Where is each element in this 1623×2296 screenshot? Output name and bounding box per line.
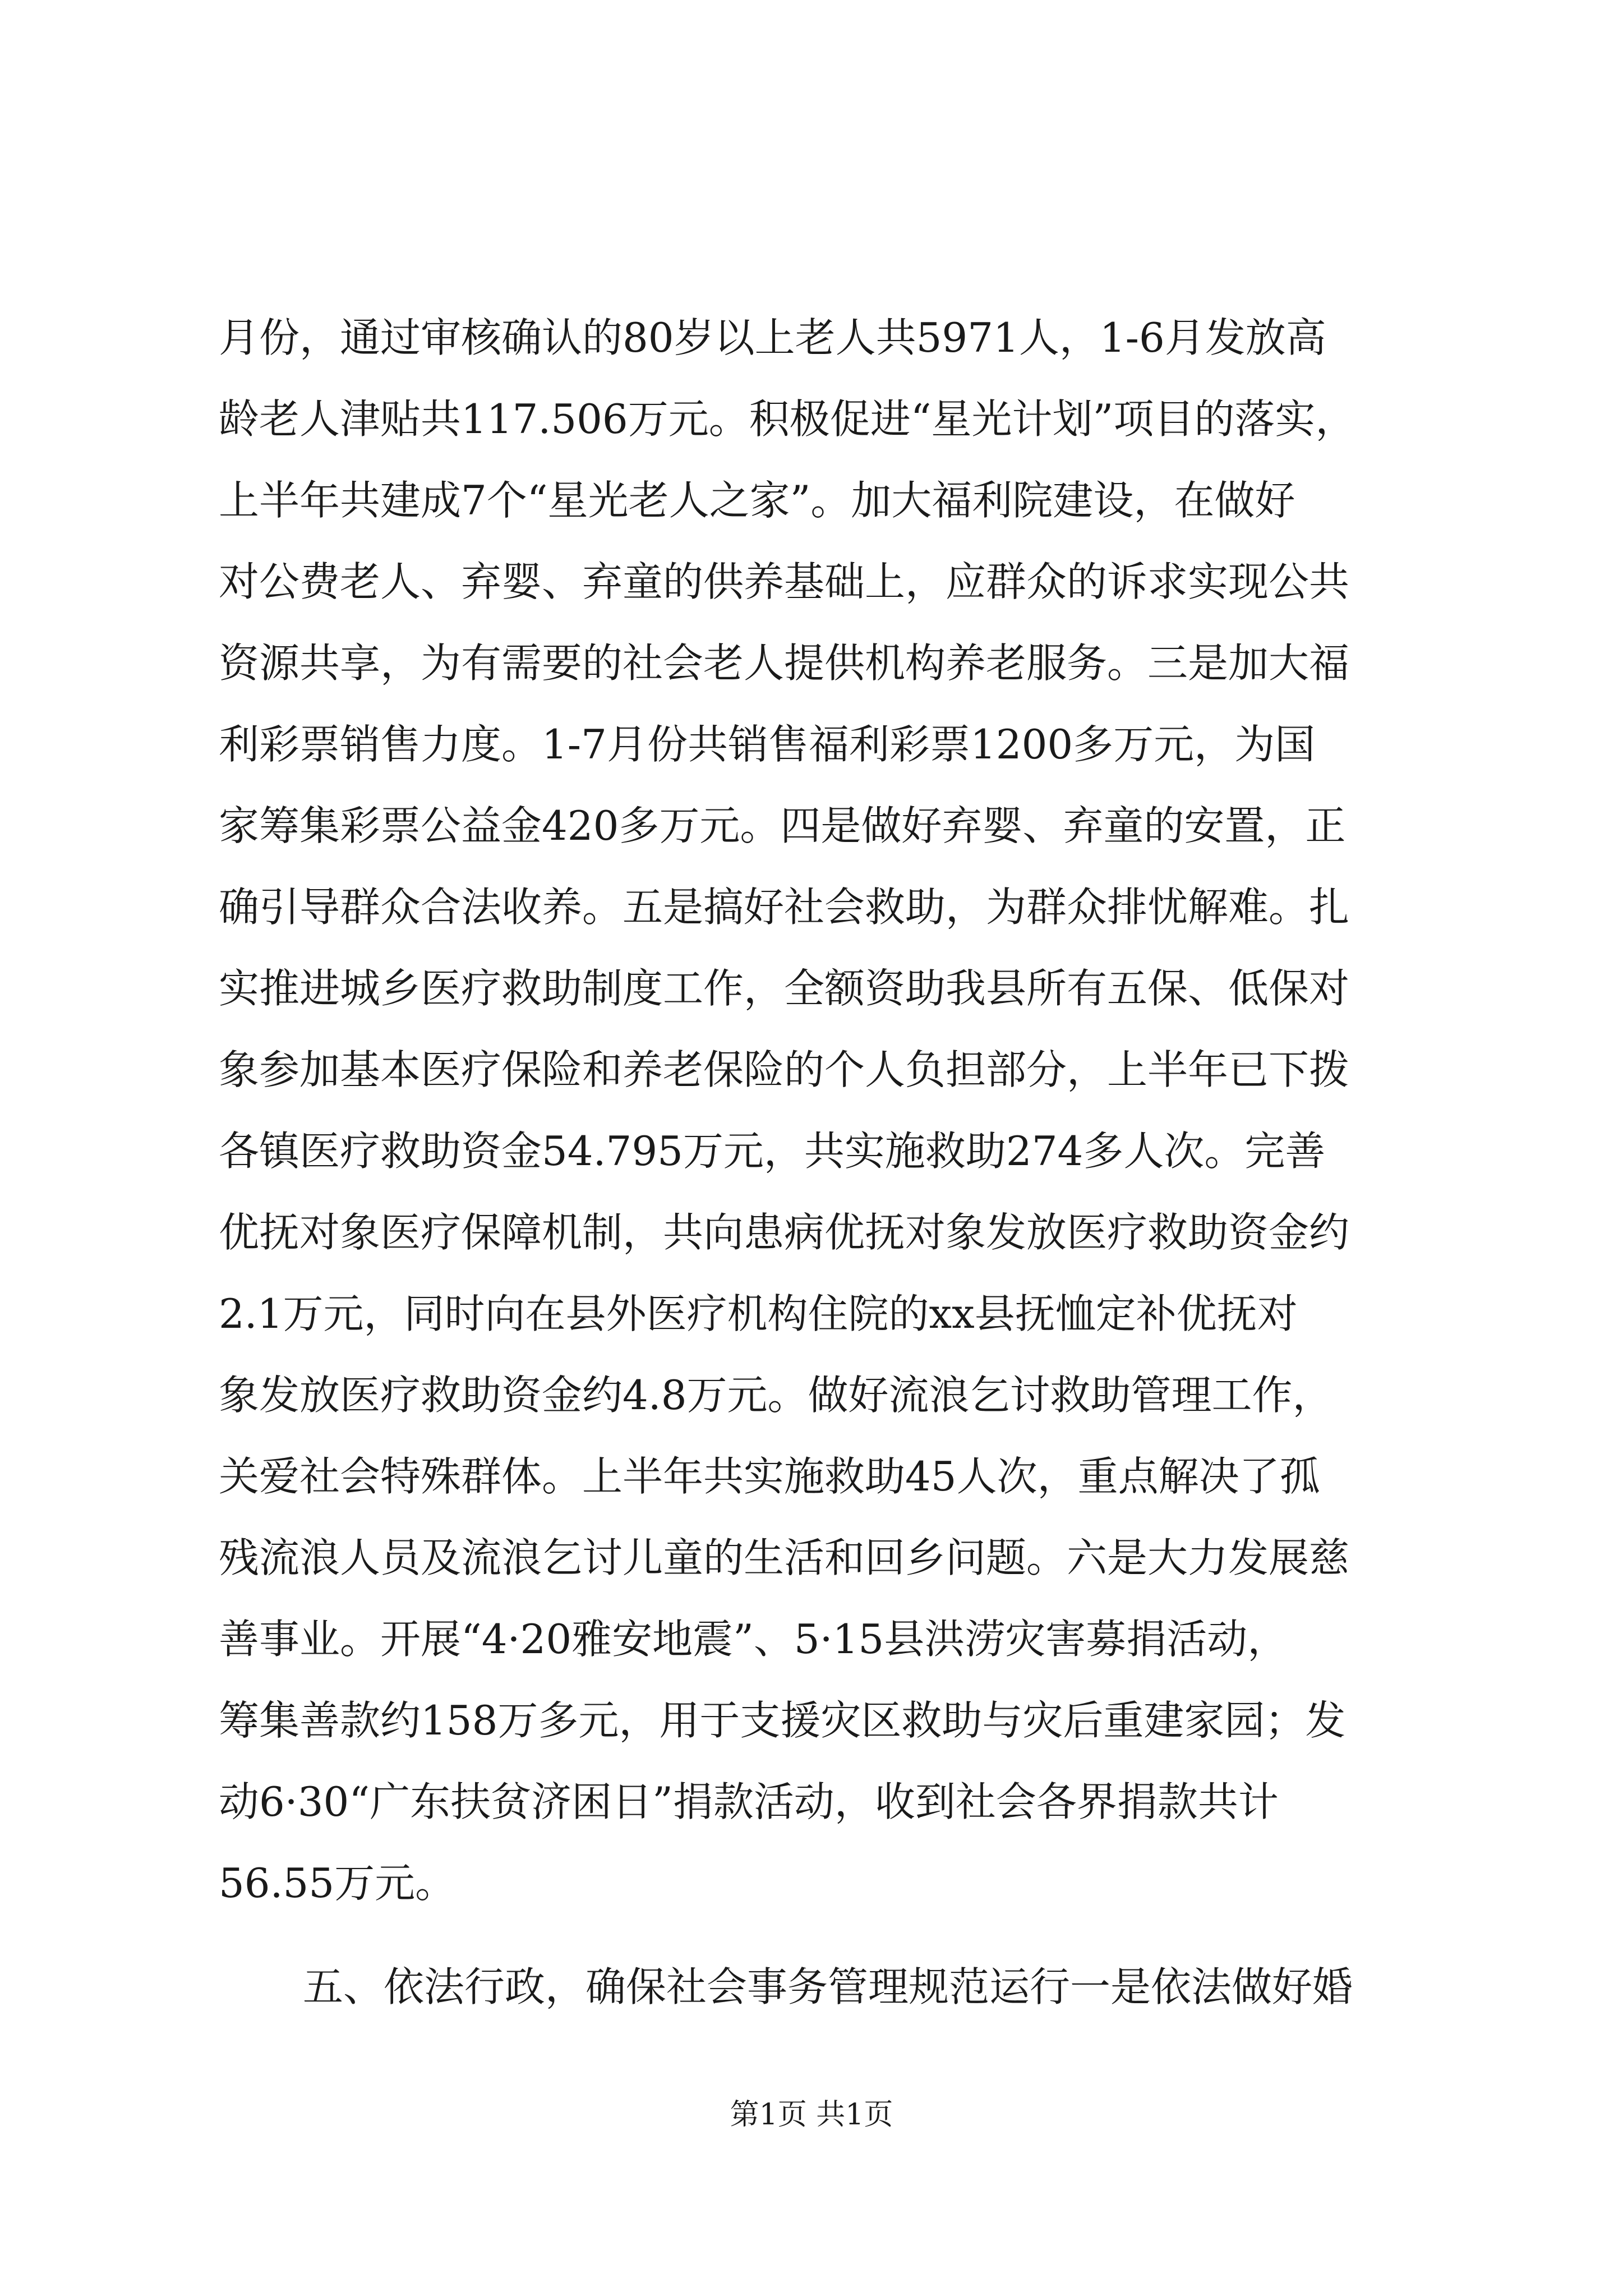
body-line-8: 确引导群众合法收养。五是搞好社会救助，为群众排忧解难。扎 bbox=[219, 884, 1350, 931]
body-line-13: 2.1万元，同时向在县外医疗机构住院的xx县抚恤定补优抚对 bbox=[219, 1290, 1298, 1337]
body-line-4: 对公费老人、弃婴、弃童的供养基础上，应群众的诉求实现公共 bbox=[219, 558, 1350, 605]
body-line-10: 象参加基本医疗保险和养老保险的个人负担部分，上半年已下拨 bbox=[219, 1046, 1350, 1093]
body-line-12: 优抚对象医疗保障机制，共向患病优抚对象发放医疗救助资金约 bbox=[219, 1209, 1350, 1256]
body-line-6: 利彩票销售力度。1-7月份共销售福利彩票1200多万元，为国 bbox=[219, 721, 1316, 768]
body-line-19: 动6·30“广东扶贫济困日”捐款活动，收到社会各界捐款共计 bbox=[219, 1778, 1279, 1825]
document-body bbox=[219, 297, 1430, 2028]
body-line-18: 筹集善款约158万多元，用于支援灾区救助与灾后重建家园；发 bbox=[219, 1697, 1346, 1744]
body-line-5: 资源共享，为有需要的社会老人提供机构养老服务。三是加大福 bbox=[219, 639, 1350, 687]
section-heading-line: 五、依法行政，确保社会事务管理规范运行一是依法做好婚 bbox=[303, 1963, 1353, 2010]
body-line-14: 象发放医疗救助资金约4.8万元。做好流浪乞讨救助管理工作， bbox=[219, 1372, 1333, 1419]
body-line-7: 家筹集彩票公益金420多万元。四是做好弃婴、弃童的安置，正 bbox=[219, 802, 1346, 849]
body-line-1: 月份，通过审核确认的80岁以上老人共5971人，1-6月发放高 bbox=[219, 314, 1326, 361]
body-line-2: 龄老人津贴共117.506万元。积极促进“星光计划”项目的落实， bbox=[219, 395, 1356, 443]
page-footer: 第1页 共1页 bbox=[730, 2098, 893, 2132]
body-line-11: 各镇医疗救助资金54.795万元，共实施救助274多人次。完善 bbox=[219, 1128, 1326, 1175]
body-line-3: 上半年共建成7个“星光老人之家”。加大福利院建设，在做好 bbox=[219, 477, 1295, 524]
body-line-9: 实推进城乡医疗救助制度工作，全额资助我县所有五保、低保对 bbox=[219, 965, 1350, 1012]
body-line-15: 关爱社会特殊群体。上半年共实施救助45人次，重点解决了孤 bbox=[219, 1453, 1320, 1500]
body-line-20: 56.55万元。 bbox=[219, 1860, 456, 1907]
body-line-16: 残流浪人员及流浪乞讨儿童的生活和回乡问题。六是大力发展慈 bbox=[219, 1534, 1350, 1581]
body-line-17: 善事业。开展“4·20雅安地震”、5·15县洪涝灾害募捐活动， bbox=[219, 1616, 1288, 1663]
